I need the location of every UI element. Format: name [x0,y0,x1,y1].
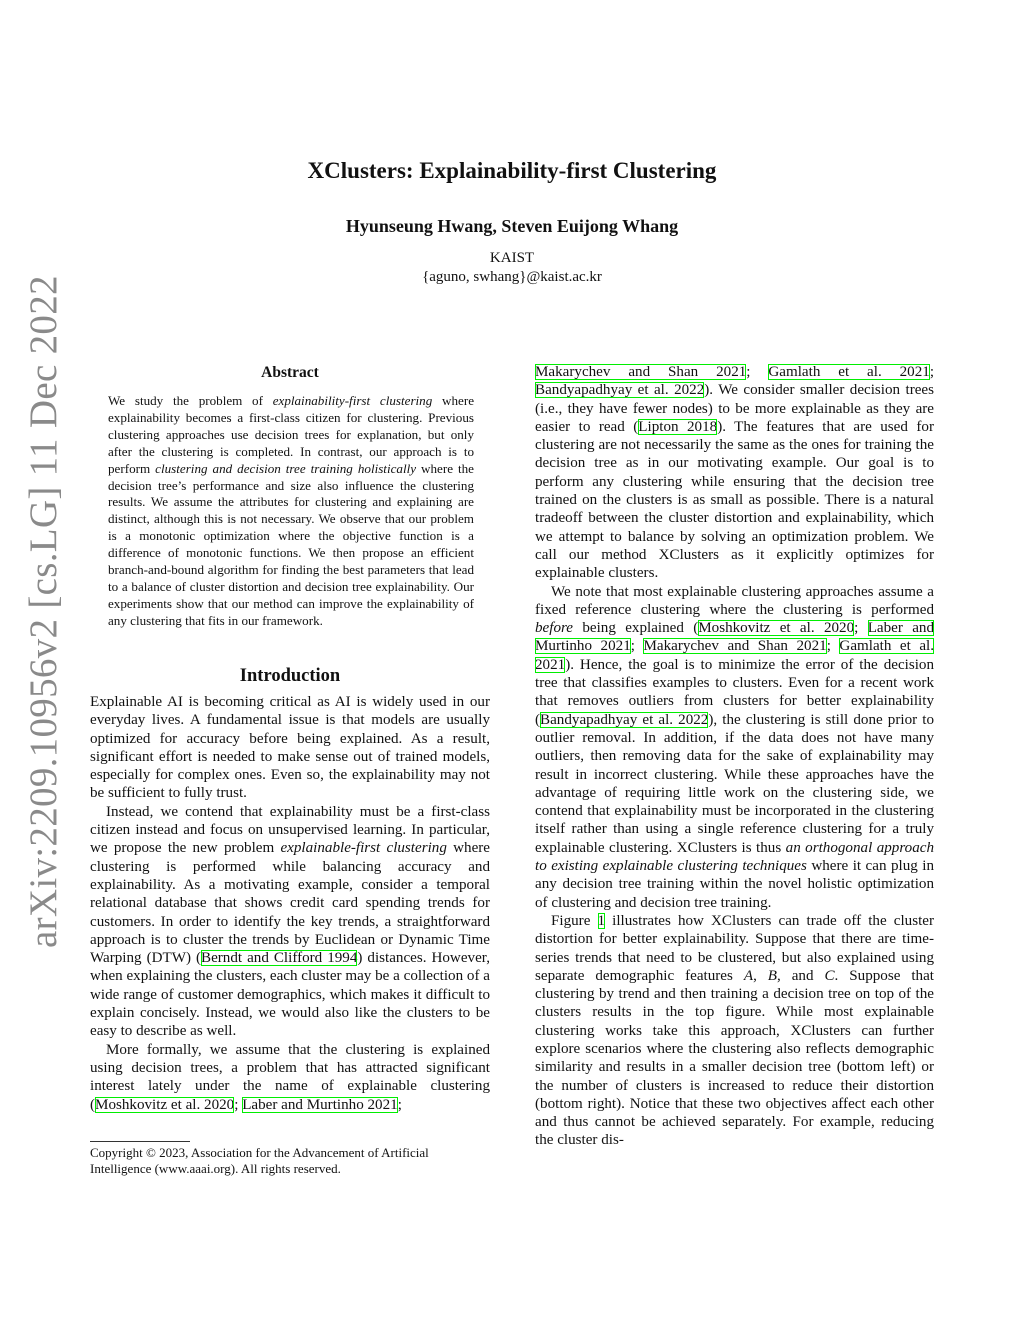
affiliation: KAIST [489,250,535,266]
author-email: {aguno, swhang}@kaist.ac.kr [422,269,602,285]
citation-link[interactable]: Lipton 2018 [638,418,718,435]
citation-link[interactable]: Laber and Murtinho 2021 [242,1096,398,1113]
citation-link[interactable]: Bandyapadhyay et al. 2022 [540,711,709,728]
citation-link[interactable]: Moshkovitz et al. 2020 [698,620,855,637]
affiliation-block [0,249,1024,287]
arxiv-identifier: arXiv:2209.10956v2 [cs.LG] 11 Dec 2022 [22,275,65,948]
citation-link[interactable]: Moshkovitz et al. 2020 [95,1096,235,1113]
abstract-body: We study the problem of explainability-first clustering where explainability becomes a first-class citizen for clustering. Previous clustering approaches use decision trees for explanation, but only after the clustering is completed. In contrast, our approach is to perform clustering and decision tree training holistically where the decision tree’s performance and size also influence the clustering results. We assume the attributes for clustering and explaining are distinct, although this is not necessary. We observe that our problem is a monotonic optimization where the objective function is a difference of monotonic functions. We then propose an efficient branch-and-bound algorithm for finding the best parameters that lead to a balance of cluster distortion and decision tree explainability. Our experiments show that our method can improve the explainability of any clustering that fits in our framework. [108,393,475,628]
citation-link[interactable]: Makarychev and Shan 2021 [535,364,747,380]
footnote-rule [90,1141,190,1142]
figure-reference-link[interactable]: 1 [597,912,606,929]
intro-paragraph-1: Explainable AI is becoming critical as AI is widely used in our everyday lives. A fundamental issue is that models are usually optimized for accuracy before being explained. As a result, significant effort is needed to make sense out of trained models, especially for complex ones. Even so, the explainability may not be sufficient to fully trust. [90,694,490,802]
paper-authors: Hyunseung Hwang, Steven Euijong Whang [345,216,679,236]
right-paragraph-2: We note that most explainable clustering approaches assume a fixed reference clustering where the clustering is performed before being explained (Moshkovitz et al. 2020; Laber and Murtinho 2021; Makarychev and Shan 2021; Gamlath et al. 2021). Hence, the goal is to minimize the error of the decision tree that classifies examples to clusters. Even for a recent work that removes outliers from clusters for better explainability (Bandyapadhyay et al. 2022), the clustering is still done prior to outlier removal. In addition, if the data does not have many outliers, then removing data for the sake of explainability may result in incorrect clustering. While these approaches have the advantage of requiring little work on the clustering side, we contend that explainability must be incorporated in the clustering itself rather than using a single reference clustering for a truly explainable clustering. XClusters is thus an orthogonal approach to existing explainable clustering techniques where it can plug in any decision tree training within the novel holistic optimization of clustering and decision tree training. [535,583,935,911]
intro-paragraph-2: Instead, we contend that explainability must be a first-class citizen instead and focus on unsupervised learning. In particular, we propose the new problem explainable-first clustering where clustering is performed while balancing accuracy and explainability. As a motivating example, consider a temporal relational database that shows credit card spending trends for customers. In order to identify the key trends, a straightforward approach is to cluster the trends by Euclidean or Dynamic Time Warping (DTW) (Berndt and Clifford 1994) distances. However, when explaining the clusters, each cluster may be a collection of a wide range of customer demographics, which makes it difficult to explain concisely. Instead, we would also like the clusters to be easy to describe as well. [90,803,490,1040]
intro-paragraph-3: More formally, we assume that the clustering is explained using decision trees, a problem that has attracted significant interest lately under the name of explainable clustering (Moshkovitz et al. 2020; Laber and Murtinho 2021; [90,1041,490,1113]
citation-link[interactable]: Laber and Murtinho 2021 [535,620,935,655]
citation-link[interactable]: Gamlath et al. 2021 [768,364,930,380]
right-paragraph-1: Makarychev and Shan 2021; Gamlath et al. 2021; Bandyapadhyay et al. 2022). We consider smaller decision trees (i.e., they have fewer nodes) to be more explainable as they are easier to read (Lipton 2018). The features that are used for clustering are not necessarily the same as the ones for training the decision tree as in our motivating example. Our goal is to perform any clustering while ensuring that the decision tree trained on the clusters is as small as possible. There is a natural tradeoff between the cluster distortion and explainability, which we attempt to balance by solving an optimization problem. We call our method XClusters as it explicitly optimizes for explainable clusters. [535,364,935,582]
citation-link[interactable]: Gamlath et al. 2021 [535,638,935,673]
citation-link[interactable]: Berndt and Clifford 1994 [201,950,358,967]
citation-link[interactable]: Makarychev and Shan 2021 [643,638,827,655]
paper-title: XClusters: Explainability-first Clustering [307,158,717,183]
abstract-heading: Abstract [261,364,319,381]
right-paragraph-3: Figure 1 illustrates how XClusters can trade off the cluster distortion for better explainability. Suppose that there are time-series trends that need to be clustered, but also explained using separate demographic features A, B, and C. Suppose that clustering by trend and then training a decision tree on top of the clusters results in the top figure. While most explainable clustering works take this approach, XClusters can further explore scenarios where the clustering also reflects demographic similarity and results in a smaller decision tree (bottom left) or the number of clusters is increased to reduce their distortion (bottom right). Notice that these two objectives affect each other and thus cannot be achieved separately. For example, reducing the cluster dis- [535,912,934,1149]
citation-link[interactable]: Bandyapadhyay et al. 2022 [535,382,705,399]
copyright-footnote: Copyright © 2023, Association for the Advancement of Artificial Intelligence (www.aaai.org). All rights reserved. [90,1145,429,1177]
introduction-body [90,693,490,1114]
right-column-body [535,363,934,1150]
introduction-heading: Introduction [239,666,341,686]
